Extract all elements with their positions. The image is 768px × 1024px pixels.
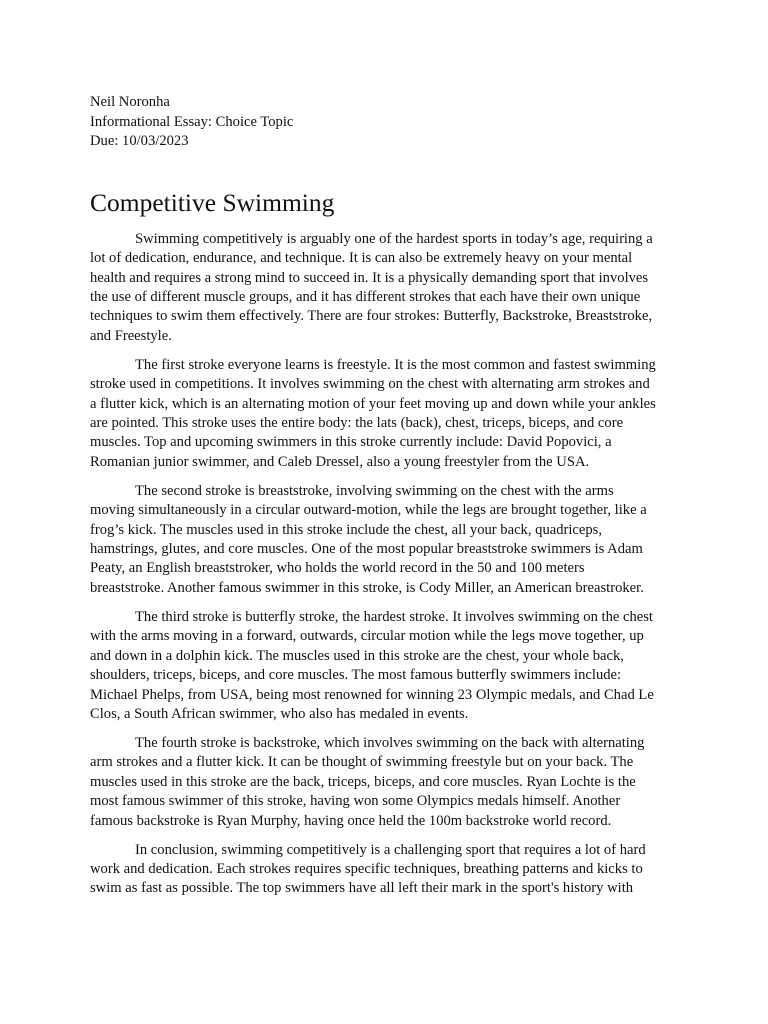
paragraph-line: In conclusion, swimming competitively is a challenging sport that requires a lot of hard [135, 841, 646, 858]
body-paragraph-2 [90, 356, 674, 472]
essay-header [90, 93, 674, 152]
assignment-name: Informational Essay: Choice Topic [90, 113, 294, 130]
paragraph-line: Michael Phelps, from USA, being most renowned for winning 23 Olympic medals, and Chad Le [90, 686, 654, 703]
author-name: Neil Noronha [90, 94, 170, 110]
body-paragraph-4 [90, 608, 674, 724]
paragraph-line: with the arms moving in a forward, outwards, circular motion while the legs move together, up [90, 628, 644, 645]
paragraph-line: most famous swimmer of this stroke, having won some Olympics medals himself. Another [90, 793, 621, 810]
paragraph-line: health and requires a strong mind to succeed in. It is a physically demanding sport that involves [90, 269, 649, 286]
paragraph-line: techniques to swim them effectively. There are four strokes: Butterfly, Backstroke, Breaststroke, [90, 308, 653, 325]
paragraph-line: and Freestyle. [90, 327, 172, 344]
paragraph-line: muscles. Top and upcoming swimmers in this stroke currently include: David Popovici, a [90, 434, 612, 451]
paragraph-line: The third stroke is butterfly stroke, the hardest stroke. It involves swimming on the chest [135, 608, 653, 625]
paragraph-line: The first stroke everyone learns is freestyle. It is the most common and fastest swimming [135, 356, 656, 373]
paragraph-line: work and dedication. Each strokes requires specific techniques, breathing patterns and kicks to [90, 860, 643, 877]
paragraph-line: famous backstroke is Ryan Murphy, having once held the 100m backstroke world record. [90, 812, 612, 829]
paragraph-line: hamstrings, glutes, and core muscles. One of the most popular breaststroke swimmers is Adam [90, 541, 643, 558]
body-paragraph-6 [90, 841, 674, 899]
due-date: Due: 10/03/2023 [90, 133, 189, 150]
essay-body [90, 230, 674, 899]
paragraph-line: are pointed. This stroke uses the entire body: the lats (back), chest, triceps, biceps, and core [90, 415, 624, 432]
paragraph-line: Romanian junior swimmer, and Caleb Dressel, also a young freestyler from the USA. [90, 453, 590, 470]
paragraph-line: Swimming competitively is arguably one of the hardest sports in today’s age, requiring a [135, 230, 653, 247]
paragraph-line: moving simultaneously in a circular outward-motion, while the legs are brought together, like a [90, 502, 647, 519]
body-paragraph-1 [90, 230, 674, 346]
body-paragraph-5 [90, 734, 674, 831]
paragraph-line: The second stroke is breaststroke, involving swimming on the chest with the arms [135, 482, 614, 499]
paragraph-line: swim as fast as possible. The top swimmers have all left their mark in the sport's history with [90, 880, 634, 897]
body-paragraph-3 [90, 482, 674, 598]
paragraph-line: breaststroke. Another famous swimmer in this stroke, is Cody Miller, an American breastroker. [90, 579, 644, 596]
paragraph-line: muscles used in this stroke are the back, triceps, biceps, and core muscles. Ryan Lochte is the [90, 773, 636, 790]
document-page [90, 93, 674, 908]
paragraph-line: and down in a dolphin kick. The muscles used in this stroke are the chest, your whole back, [90, 647, 624, 664]
paragraph-line: frog’s kick. The muscles used in this stroke include the chest, all your back, quadriceps, [90, 521, 603, 538]
paragraph-line: shoulders, triceps, biceps, and core muscles. The most famous butterfly swimmers include: [90, 667, 622, 684]
paragraph-line: lot of dedication, endurance, and technique. It is can also be extremely heavy on your mental [90, 250, 633, 267]
paragraph-line: stroke used in competitions. It involves swimming on the chest with alternating arm strokes and [90, 376, 650, 393]
paragraph-line: The fourth stroke is backstroke, which involves swimming on the back with alternating [135, 734, 645, 751]
paragraph-line: a flutter kick, which is an alternating motion of your feet moving up and down while your ankles [90, 395, 656, 412]
paragraph-line: arm strokes and a flutter kick. It can be thought of swimming freestyle but on your back. The [90, 754, 634, 771]
paragraph-line: Peaty, an English breaststroker, who holds the world record in the 50 and 100 meters [90, 560, 585, 577]
paragraph-line: Clos, a South African swimmer, who also has medaled in events. [90, 705, 469, 722]
essay-title: Competitive Swimming [90, 187, 335, 217]
paragraph-line: the use of different muscle groups, and it has different strokes that each have their own unique [90, 289, 641, 305]
